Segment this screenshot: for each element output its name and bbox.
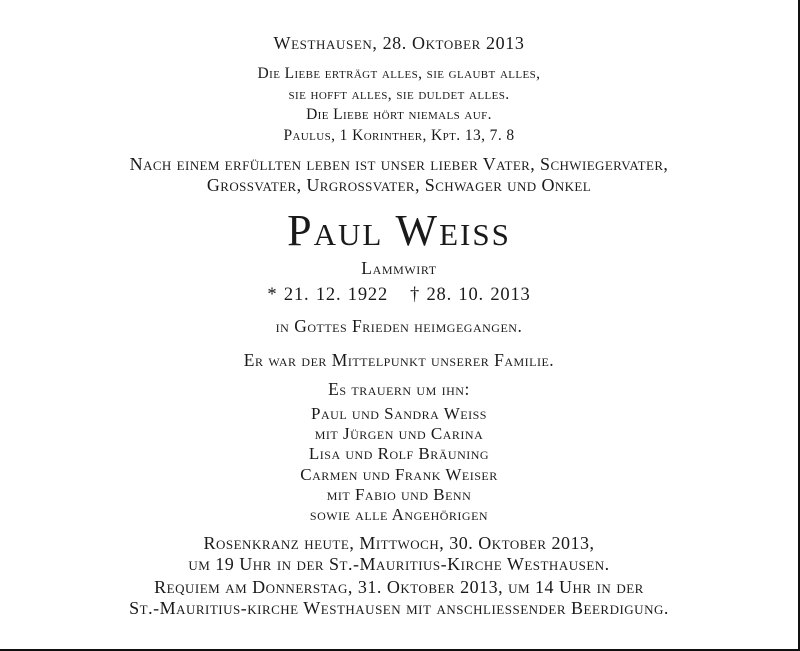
mourner-entry: Carmen und Frank Weiser [300,464,498,484]
quote-line: Die Liebe hört niemals auf. [306,106,492,123]
mourner-entry: mit Fabio und Benn [326,484,472,504]
death-date: † 28. 10. 2013 [410,285,531,305]
requiem-line: Requiem am Donnerstag, 31. Oktober 2013, um 14 Uhr in der [154,577,644,597]
mourner-entry: sowie alle Angehörigen [309,505,489,525]
rosary-line: um 19 Uhr in der St.-Mauritius-Kirche Westhausen. [188,553,610,574]
passed-text: in Gottes Frieden heimgegangen. [275,316,523,336]
mourners-list [0,404,798,525]
deceased-occupation: Lammwirt [361,258,437,278]
intro-line: Nach einem erfüllten leben ist unser lieber Vater, Schwiegervater, [129,154,669,174]
mourner-entry: mit Jürgen und Carina [314,424,484,444]
requiem-info [0,577,798,618]
deceased-name: Paul Weiss [287,206,511,255]
bible-quote [0,64,798,146]
quote-source: Paulus, 1 Korinther, Kpt. 13, 7. 8 [283,126,515,144]
birth-date: * 21. 12. 1922 [267,285,388,305]
mourners-heading: Es trauern um ihn: [328,379,470,399]
mourner-entry: Paul und Sandra Weiss [311,404,487,423]
place-and-date: Westhausen, 28. Oktober 2013 [273,33,525,53]
family-center-text: Er war der Mittelpunkt unserer Familie. [243,350,555,370]
mourner-entry: Lisa und Rolf Bräuning [308,444,490,464]
rosary-line: Rosenkranz heute, Mittwoch, 30. Oktober 2013, [203,533,595,553]
quote-line: Die Liebe erträgt alles, sie glaubt alles, [257,65,541,82]
requiem-line: St.-Mauritius-kirche Westhausen mit anschliessender Beerdigung. [129,597,669,618]
quote-line: sie hofft alles, sie duldet alles. [288,85,510,103]
intro-text [0,154,798,196]
intro-line: Grossvater, Urgrossvater, Schwager und Onkel [206,175,592,195]
life-dates [0,285,798,306]
rosary-info [0,533,798,574]
